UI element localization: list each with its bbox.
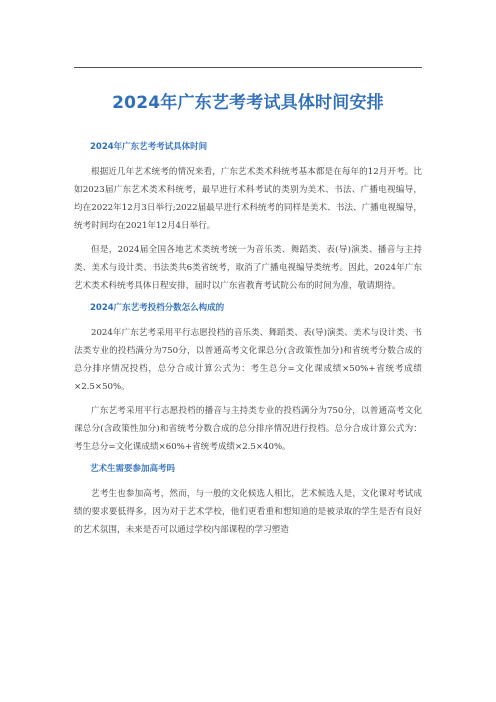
paragraph: 根据近几年艺术统考的情况来看，广东艺术类术科统考基本都是在每年的12月开考。比如2023届广东艺术类术科统考，最早进行术科考试的类别为美术、书法、广播电视编导，均在2022年12月3日举行;2022届最早进行术科统考的同样是美术、书法、广播电视编导，统考时间均在2021年12月4日举行。 bbox=[74, 167, 422, 231]
paragraph: 2024年广东艺考采用平行志愿投档的音乐类、舞蹈类、表(导)演类、美术与设计类、书法类专业的投档满分为750分，以普通高考文化课总分(含政策性加分)和省统考分数合成的总分排序情况投档，总分合成计算公式为：考生总分=文化课成绩×50%+省统考成绩×2.5×50%。 bbox=[74, 328, 422, 392]
document-body bbox=[74, 140, 422, 545]
section-heading: 2024年广东艺考考试具体时间 bbox=[90, 142, 208, 152]
header-rule bbox=[74, 67, 422, 68]
paragraph: 但是，2024届全国各地艺术类统考统一为音乐类、舞蹈类、表(导)演类、播音与主持类、美术与设计类、书法类共6类省统考，取消了广播电视编导类统考。因此，2024年广东艺术类术科统考具体日程安排，届时以广东省教育考试院公布的时间为准，敬请期待。 bbox=[74, 245, 422, 291]
paragraph: 艺考生也参加高考，然而，与一般的文化候选人相比，艺术候选人是，文化课对考试成绩的要求要低得多，因为对于艺术学校，他们更看重和想知道的是被录取的学生是否有良好的艺术氛围，未来是否可以通过学校内部课程的学习塑造 bbox=[74, 489, 422, 535]
paragraph: 广东艺考采用平行志愿投档的播音与主持类专业的投档满分为750分，以普通高考文化课总分(含政策性加分)和省统考分数合成的总分排序情况进行投档。总分合成计算公式为：考生总分=文化课成绩×60%+省统考成绩×2.5×40%。 bbox=[74, 406, 422, 452]
section-heading: 2024广东艺考投档分数怎么构成的 bbox=[90, 303, 225, 313]
section-heading: 艺术生需要参加高考吗 bbox=[90, 464, 176, 474]
document-title: 2024年广东艺考考试具体时间安排 bbox=[112, 93, 384, 113]
